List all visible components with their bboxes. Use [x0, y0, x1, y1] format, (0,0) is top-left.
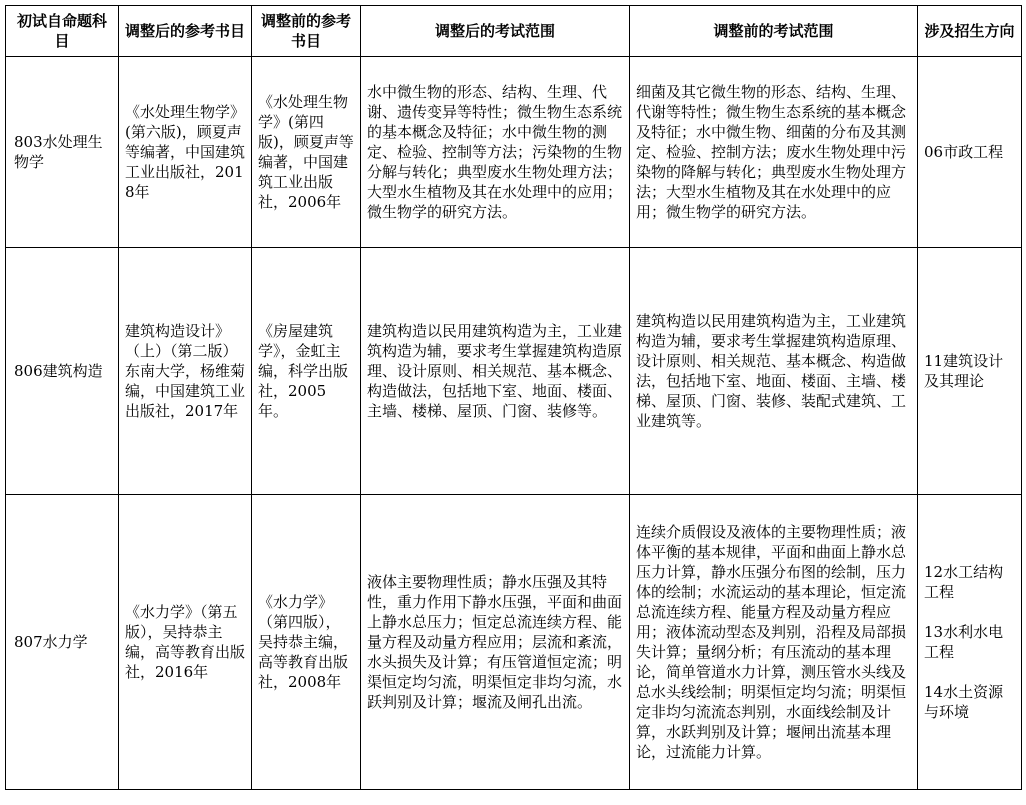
header-after-scope: 调整后的考试范围: [361, 6, 630, 57]
directions-cell: [918, 248, 1022, 495]
before-books-cell: 《房屋建筑学》，金虹主编，科学出版社，2005年。: [252, 248, 361, 495]
direction-spacer: [924, 662, 1015, 682]
table-row: [6, 57, 1022, 248]
table-row: [6, 248, 1022, 495]
header-before-books: 调整前的参考书目: [252, 6, 361, 57]
table-row: [6, 495, 1022, 790]
directions-cell: [918, 57, 1022, 248]
header-after-books: 调整后的参考书目: [119, 6, 252, 57]
header-before-scope: 调整前的考试范围: [630, 6, 918, 57]
direction-item: 06市政工程: [924, 143, 1004, 161]
after-scope-cell: 建筑构造以民用建筑构造为主，工业建筑构造为辅，要求考生掌握建筑构造原理、设计原则、相关规范、基本概念、构造做法，包括地下室、地面、楼面、主墙、楼梯、屋顶、门窗、装修等。: [361, 248, 630, 495]
before-scope-cell: 细菌及其它微生物的形态、结构、生理、代谢等特性；微生物生态系统的基本概念及特征；水中微生物、细菌的分布及其测定、检验、控制方法；废水生物处理中污染物的降解与转化；典型废水生物处理方法；大型水生植物及其在水处理中的应用；微生物学的研究方法。: [630, 57, 918, 248]
after-scope-cell: 水中微生物的形态、结构、生理、代谢、遗传变异等特性；微生物生态系统的基本概念及特征；水中微生物的测定、检验、控制等方法；污染物的生物分解与转化；典型废水生物处理方法；大型水生植物及其在水处理中的应用；微生物学的研究方法。: [361, 57, 630, 248]
direction-spacer: [924, 602, 1015, 622]
subject-cell: 807水力学: [6, 495, 119, 790]
directions-cell: [918, 495, 1022, 790]
after-books-cell: 建筑构造设计》（上）（第二版）东南大学，杨维菊编，中国建筑工业出版社，2017年: [119, 248, 252, 495]
direction-item: 13水利水电工程: [924, 623, 1004, 661]
table-header-row: [6, 6, 1022, 57]
before-scope-cell: 建筑构造以民用建筑构造为主，工业建筑构造为辅，要求考生掌握建筑构造原理、设计原则、相关规范、基本概念、构造做法，包括地下室、地面、楼面、主墙、楼梯、屋顶、门窗、装修、装配式建筑、工业建筑等。: [630, 248, 918, 495]
direction-item: 11建筑设计及其理论: [924, 352, 1004, 390]
before-books-cell: 《水力学》（第四版），吴持恭主编，高等教育出版社，2008年: [252, 495, 361, 790]
exam-adjustment-table: [5, 5, 1022, 790]
header-subject: 初试自命题科目: [6, 6, 119, 57]
subject-cell: 803水处理生物学: [6, 57, 119, 248]
after-books-cell: 《水处理生物学》(第六版)，顾夏声等编著，中国建筑工业出版社，2018年: [119, 57, 252, 248]
direction-item: 12水工结构工程: [924, 563, 1004, 601]
after-scope-cell: 液体主要物理性质；静水压强及其特性，重力作用下静水压强，平面和曲面上静水总压力；恒定总流连续方程、能量方程及动量方程应用；层流和紊流，水头损失及计算；有压管道恒定流；明渠恒定均匀流，明渠恒定非均匀流，水跃判别及计算；堰流及闸孔出流。: [361, 495, 630, 790]
before-books-cell: 《水处理生物学》(第四版)，顾夏声等编著，中国建筑工业出版社，2006年: [252, 57, 361, 248]
direction-item: 14水土资源与环境: [924, 683, 1004, 721]
before-scope-cell: 连续介质假设及液体的主要物理性质；液体平衡的基本规律，平面和曲面上静水总压力计算，静水压强分布图的绘制，压力体的绘制；水流运动的基本理论，恒定流总流连续方程、能量方程及动量方程应用；液体流动型态及判别，沿程及局部损失计算；量纲分析；有压流动的基本理论，简单管道水力计算，测压管水头线及总水头线绘制；明渠恒定均匀流；明渠恒定非均匀流流态判别，水面线绘制及计算，水跃判别及计算；堰闸出流基本理论，过流能力计算。: [630, 495, 918, 790]
header-directions: 涉及招生方向: [918, 6, 1022, 57]
after-books-cell: 《水力学》（第五版），吴持恭主编，高等教育出版社，2016年: [119, 495, 252, 790]
subject-cell: 806建筑构造: [6, 248, 119, 495]
